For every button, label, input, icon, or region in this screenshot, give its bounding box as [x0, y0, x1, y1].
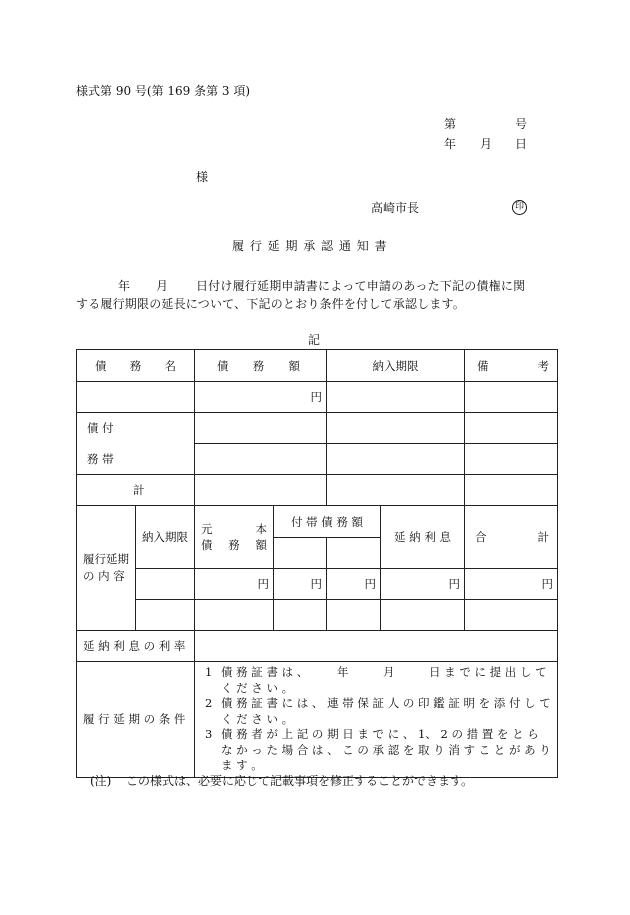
- condition-item-1: 1 債 務 証 書 は 、 年 月 日 ま で に 提 出 し て く だ さ い 。: [205, 665, 547, 695]
- header-debt-amount: 債 務 額: [195, 350, 327, 382]
- cell-total-amount: [195, 475, 327, 506]
- ext-total-1-yen: 円: [465, 569, 558, 600]
- header-debt-name: 債 務 名: [77, 350, 195, 382]
- debt-table: [76, 349, 558, 778]
- ext-principal-2: [195, 600, 274, 631]
- ext-header-interest: 延 納 利 息: [381, 506, 465, 569]
- body-line1: 日付け履行延期申請書によって申請のあった下記の債権に関: [196, 279, 526, 293]
- date-day: 日: [515, 137, 528, 151]
- extension-label: 履行延期 の 内 容: [77, 506, 136, 631]
- body-line2: する履行期限の延長について、下記のとおり条件を付して承認します。: [76, 297, 465, 311]
- seal-mark: 印: [512, 200, 527, 215]
- document-title: 履 行 延 期 承 認 通 知 書: [232, 239, 388, 253]
- ext-accessory-2b: [327, 600, 381, 631]
- cell-total-remarks: [465, 475, 558, 506]
- ext-header-due: 納入期限: [136, 506, 195, 569]
- ext-due-2: [136, 600, 195, 631]
- ext-header-accessory-sub-1: [274, 538, 327, 569]
- ext-total-2: [465, 600, 558, 631]
- ext-accessory-1b-yen: 円: [327, 569, 381, 600]
- cell-remarks-3: [465, 444, 558, 475]
- ext-interest-2: [381, 600, 465, 631]
- date-year: 年: [444, 137, 457, 151]
- cell-total-due: [327, 475, 465, 506]
- date-month: 月: [480, 137, 493, 151]
- number-suffix: 号: [515, 117, 528, 131]
- note-label: (注): [90, 774, 112, 788]
- cell-name-3: 務 帯: [77, 444, 195, 475]
- header-due-date: 納入期限: [327, 350, 465, 382]
- cell-amount-2: [195, 413, 327, 444]
- issuer: 高崎市長: [371, 201, 420, 215]
- cell-amount-3: [195, 444, 327, 475]
- cell-name-2: 債 付: [77, 413, 195, 444]
- cell-due-1: [327, 382, 465, 413]
- condition-item-3: 3 債 務 者 が 上 記 の 期 日 ま で に 、 1、 2 の 措 置 を と ら な か っ た 場 合 は 、 こ の 承 認 を 取 り 消 す こ と が あ り ま す 。: [205, 727, 551, 772]
- ki-mark: 記: [308, 333, 321, 347]
- conditions-list: [195, 662, 558, 778]
- body-month: 月: [156, 279, 169, 293]
- note-text: この様式は、必要に応じて記載事項を修正することができます。: [126, 774, 474, 788]
- condition-item-2: 2 債 務 証 書 に は 、 連 帯 保 証 人 の 印 鑑 証 明 を 添 付 し て く だ さ い 。: [205, 696, 551, 726]
- form-id: 様式第 90 号(第 169 条第 3 項): [76, 84, 251, 98]
- number-prefix: 第: [444, 117, 457, 131]
- cell-total-label: 計: [77, 475, 195, 506]
- cell-remarks-1: [465, 382, 558, 413]
- body-year: 年: [118, 279, 131, 293]
- conditions-label: 履 行 延 期 の 条 件: [77, 662, 195, 778]
- interest-rate-value: [195, 631, 558, 662]
- cell-remarks-2: [465, 413, 558, 444]
- ext-header-accessory-sub-2: [327, 538, 381, 569]
- ext-header-principal: 元 本 債 務 額: [195, 506, 274, 569]
- header-remarks: 備 考: [465, 350, 558, 382]
- ext-accessory-2a: [274, 600, 327, 631]
- interest-rate-label: 延 納 利 息 の 利 率: [77, 631, 195, 662]
- addressee-suffix: 様: [196, 170, 209, 184]
- ext-principal-1-yen: 円: [195, 569, 274, 600]
- ext-due-1: [136, 569, 195, 600]
- cell-due-3: [327, 444, 465, 475]
- ext-interest-1-yen: 円: [381, 569, 465, 600]
- cell-due-2: [327, 413, 465, 444]
- ext-header-total: 合 計: [465, 506, 558, 569]
- cell-name-1: [77, 382, 195, 413]
- cell-amount-1-yen: 円: [195, 382, 327, 413]
- ext-accessory-1a-yen: 円: [274, 569, 327, 600]
- ext-header-accessory: 付 帯 債 務 額: [274, 506, 381, 538]
